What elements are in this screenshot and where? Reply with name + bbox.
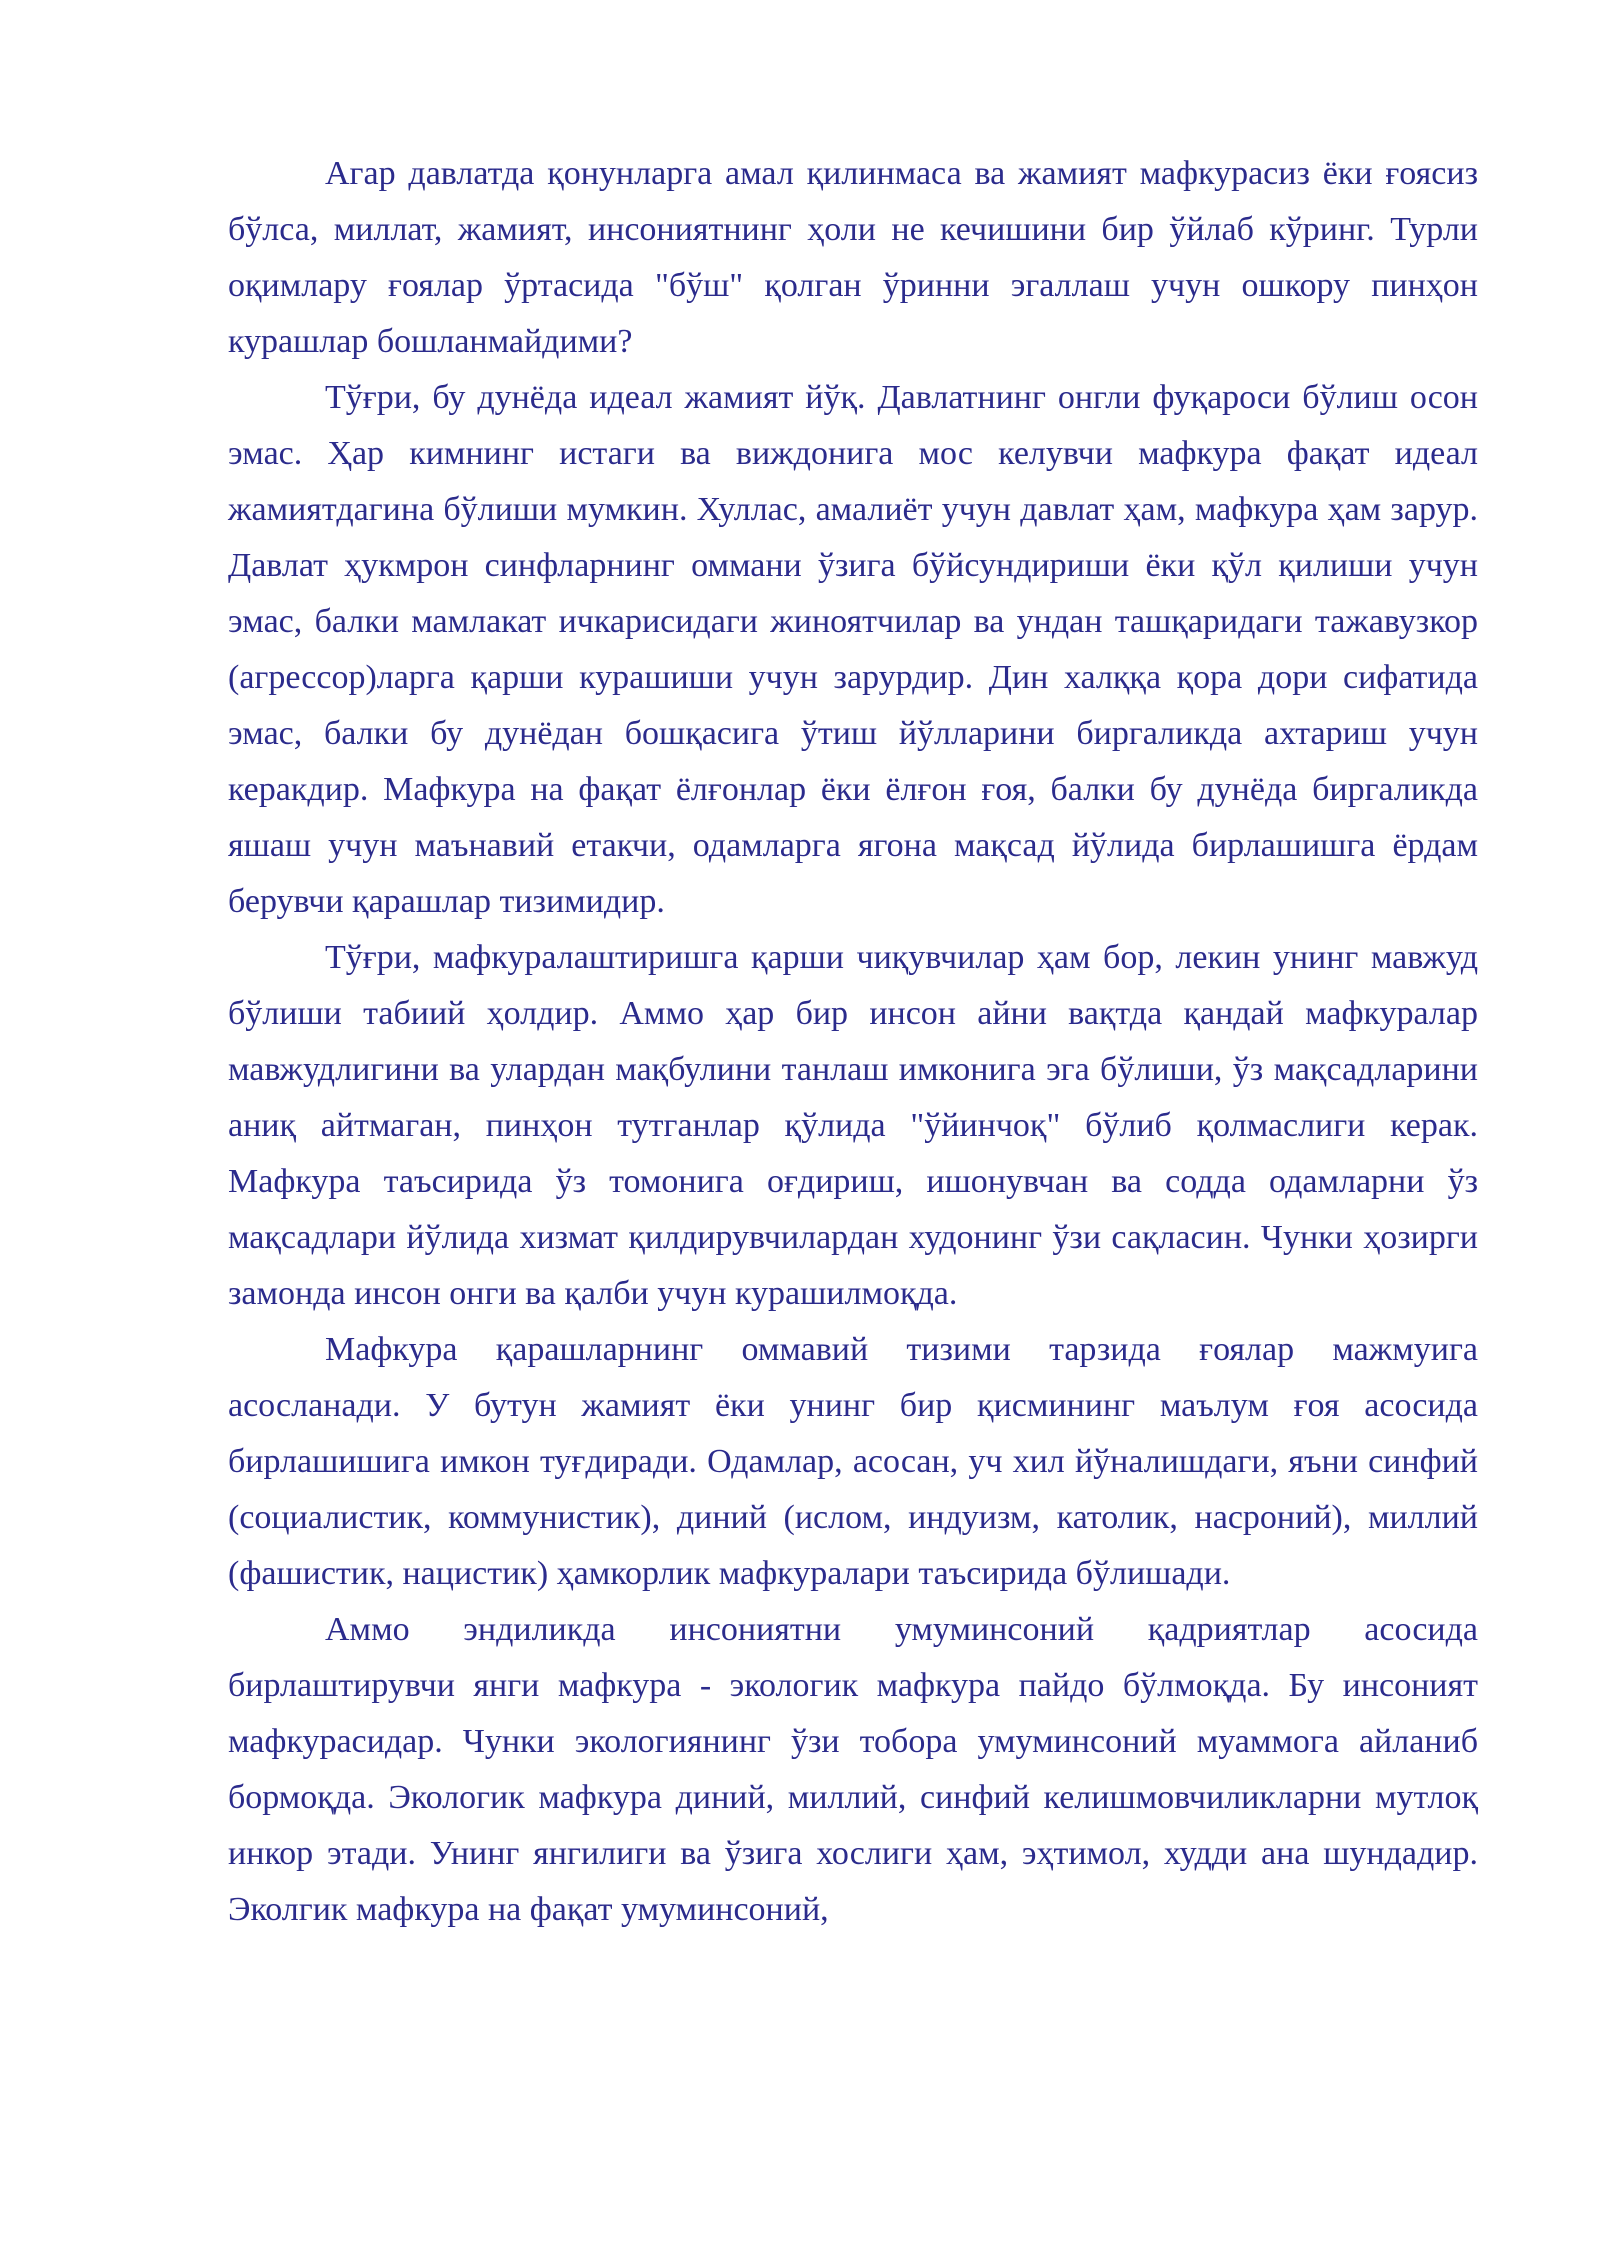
paragraph-4: Мафкура қарашларнинг оммавий тизими тарзида ғоялар мажмуига асосланади. У бутун жамият ёки унинг бир қисмининг маълум ғоя асосида бирлашишига имкон туғдиради. Одамлар, асосан, уч хил йўналишдаги, яъни синфий (социалистик, коммунистик), диний (ислом, индуизм, католик, насроний), миллий (фашистик, нацистик) ҳамкорлик мафкуралари таъсирида бўлишади. <box>228 1331 1478 1592</box>
paragraph-2: Тўғри, бу дунёда идеал жамият йўқ. Давлатнинг онгли фуқароси бўлиш осон эмас. Ҳар кимнинг истаги ва виждонига мос келувчи мафкура фақат идеал жамиятдагина бўлиши мумкин. Хуллас, амалиёт учун давлат ҳам, мафкура ҳам зарур. Давлат ҳукмрон синфларнинг оммани ўзига бўйсундириши ёки қўл қилиши учун эмас, балки мамлакат ичкарисидаги жиноятчилар ва ундан ташқаридаги тажавузкор (агрессор)ларга қарши курашиши учун зарурдир. Дин халққа қора дори сифатида эмас, балки бу дунёдан бошқасига ўтиш йўлларини биргаликда ахтариш учун керакдир. Мафкура на фақат ёлғонлар ёки ёлғон ғоя, балки бу дунёда биргаликда яшаш учун маънавий етакчи, одамларга ягона мақсад йўлида бирлашишга ёрдам берувчи қарашлар тизимидир. <box>228 379 1478 920</box>
paragraph-5: Аммо эндиликда инсониятни умуминсоний қадриятлар асосида бирлаштирувчи янги мафкура - экологик мафкура пайдо бўлмоқда. Бу инсоният мафкурасидар. Чунки экологиянинг ўзи тобора умуминсоний муаммога айланиб бормоқда. Экологик мафкура диний, миллий, синфий келишмовчиликларни мутлоқ инкор этади. Унинг янгилиги ва ўзига хослиги ҳам, эҳтимол, худди ана шундадир. Эколгик мафкура на фақат умуминсоний, <box>228 1611 1478 1928</box>
document-page <box>228 146 1478 1938</box>
paragraph-1: Агар давлатда қонунларга амал қилинмаса ва жамият мафкурасиз ёки ғоясиз бўлса, миллат, жамият, инсониятнинг ҳоли не кечишини бир ўйлаб кўринг. Турли оқимлару ғоялар ўртасида "бўш" қолган ўринни эгаллаш учун ошкору пинҳон курашлар бошланмайдими? <box>228 155 1478 360</box>
paragraph-3: Тўғри, мафкуралаштиришга қарши чиқувчилар ҳам бор, лекин унинг мавжуд бўлиши табиий ҳолдир. Аммо ҳар бир инсон айни вақтда қандай мафкуралар мавжудлигини ва улардан мақбулини танлаш имконига эга бўлиши, ўз мақсадларини аниқ айтмаган, пинҳон тутганлар қўлида "ўйинчоқ" бўлиб қолмаслиги керак. Мафкура таъсирида ўз томонига оғдириш, ишонувчан ва содда одамларни ўз мақсадлари йўлида хизмат қилдирувчилардан худонинг ўзи сақласин. Чунки ҳозирги замонда инсон онги ва қалби учун курашилмоқда. <box>228 939 1478 1312</box>
